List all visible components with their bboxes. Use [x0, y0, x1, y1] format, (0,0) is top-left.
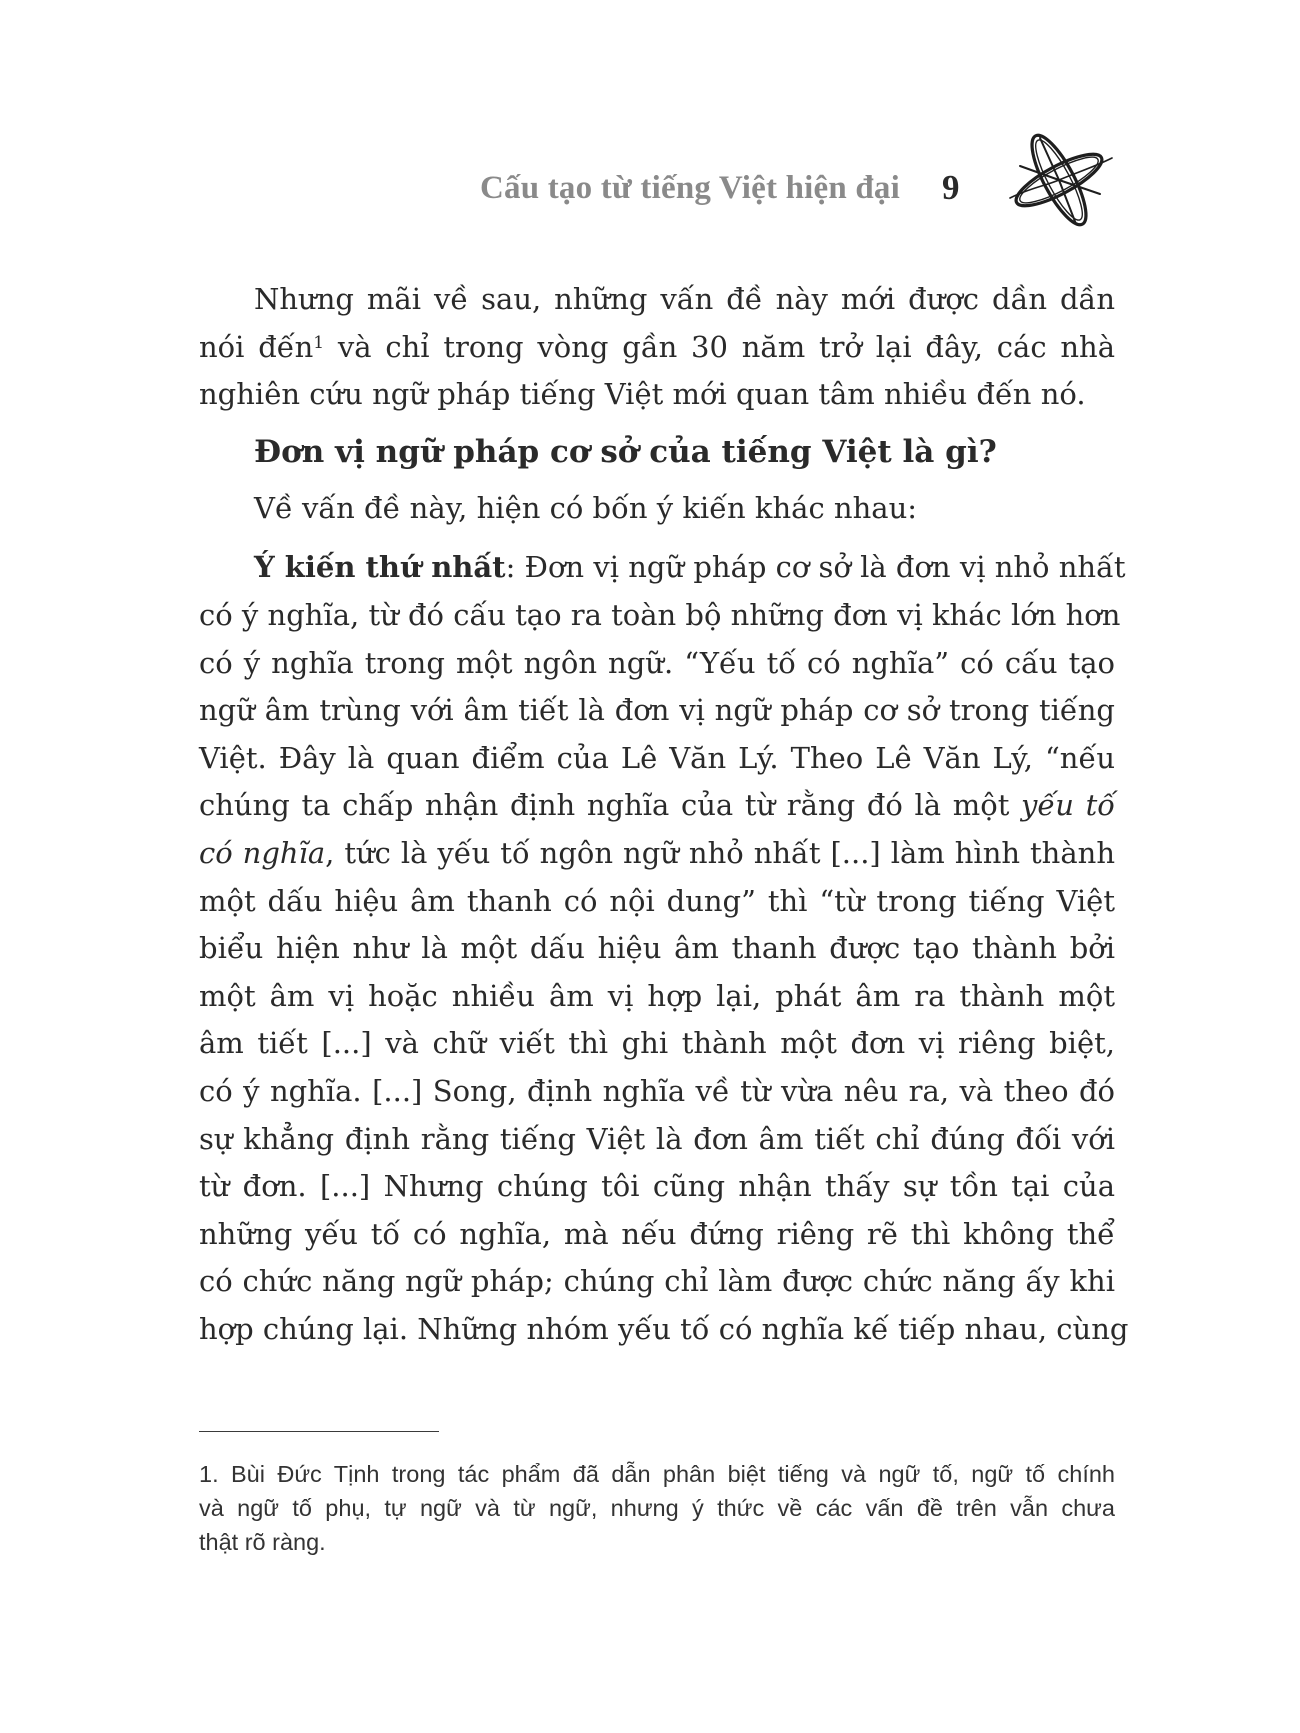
footnote: [199, 1457, 1115, 1559]
paragraph3-line16: có chức năng ngữ pháp; chúng chỉ làm được chức năng ấy khi: [199, 1264, 1115, 1299]
orbit-star-icon: [1000, 128, 1118, 232]
paragraph3-line4: ngữ âm trùng với âm tiết là đơn vị ngữ pháp cơ sở trong tiếng: [199, 693, 1115, 728]
paragraph3-line7: [199, 830, 1115, 878]
paragraph1-line2-text: nói đến: [199, 329, 314, 364]
paragraph3-line11: âm tiết [...] và chữ viết thì ghi thành một đơn vị riêng biệt,: [199, 1026, 1115, 1061]
paragraph3-line6: [199, 782, 1115, 830]
page-number: 9: [941, 168, 960, 207]
paragraph3-line9: biểu hiện như là một dấu hiệu âm thanh được tạo thành bởi: [199, 931, 1115, 966]
paragraph1-line1: Nhưng mãi về sau, những vấn đề này mới được dần dần: [254, 282, 1115, 316]
paragraph3-line2: có ý nghĩa, từ đó cấu tạo ra toàn bộ những đơn vị khác lớn hơn: [199, 597, 1121, 632]
body-text: [199, 276, 1129, 1353]
paragraph3-line14: từ đơn. [...] Nhưng chúng tôi cũng nhận thấy sự tồn tại của: [199, 1169, 1115, 1204]
paragraph1-line2: [199, 324, 1115, 372]
running-header: [480, 163, 959, 213]
paragraph3-line15: những yếu tố có nghĩa, mà nếu đứng riêng rẽ thì không thể: [199, 1216, 1115, 1251]
paragraph3-line13: sự khẳng định rằng tiếng Việt là đơn âm tiết chỉ đúng đối với: [199, 1121, 1115, 1156]
paragraph1-line2-rest: và chỉ trong vòng gần 30 năm trở lại đây, các nhà: [337, 329, 1115, 364]
footnote-divider: [199, 1431, 439, 1432]
paragraph3-line1: [199, 544, 1126, 592]
paragraph3-line3: có ý nghĩa trong một ngôn ngữ. “Yếu tố có nghĩa” có cấu tạo: [199, 645, 1115, 680]
paragraph2: Về vấn đề này, hiện có bốn ý kiến khác nhau:: [254, 490, 918, 525]
footnote-ref[interactable]: 1: [313, 332, 325, 353]
footnote-line2: và ngữ tố phụ, tự ngữ và từ ngữ, nhưng ý thức về các vấn đề trên vẫn chưa: [199, 1495, 1115, 1521]
paragraph3-line7-text: , tức là yếu tố ngôn ngữ nhỏ nhất [...] làm hình thành: [325, 835, 1115, 870]
paragraph3-line12: có ý nghĩa. [...] Song, định nghĩa về từ vừa nêu ra, và theo đó: [199, 1073, 1115, 1108]
paragraph3-line17: hợp chúng lại. Những nhóm yếu tố có nghĩa kế tiếp nhau, cùng: [199, 1311, 1129, 1346]
paragraph3-line10: một âm vị hoặc nhiều âm vị hợp lại, phát âm ra thành một: [199, 978, 1115, 1013]
section-heading: Đơn vị ngữ pháp cơ sở của tiếng Việt là gì?: [254, 433, 997, 470]
opinion-label: Ý kiến thứ nhất: [254, 550, 506, 585]
paragraph3-line5: Việt. Đây là quan điểm của Lê Văn Lý. Theo Lê Văn Lý, “nếu: [199, 740, 1115, 775]
footnote-line3: thật rõ ràng.: [199, 1529, 326, 1555]
running-header-title: Cấu tạo từ tiếng Việt hiện đại: [480, 169, 900, 206]
paragraph3-line7-italic: có nghĩa: [199, 835, 326, 870]
paragraph3-line8: một dấu hiệu âm thanh có nội dung” thì “từ trong tiếng Việt: [199, 883, 1115, 918]
paragraph3-lead-text: : Đơn vị ngữ pháp cơ sở là đơn vị nhỏ nhất: [505, 550, 1126, 585]
paragraph3-line6-text: chúng ta chấp nhận định nghĩa của từ rằng đó là một: [199, 788, 1022, 823]
footnote-line1: 1. Bùi Đức Tịnh trong tác phẩm đã dẫn phân biệt tiếng và ngữ tố, ngữ tố chính: [199, 1461, 1115, 1487]
paragraph1-line3: nghiên cứu ngữ pháp tiếng Việt mới quan tâm nhiều đến nó.: [199, 377, 1086, 412]
paragraph3-line6-italic: yếu tố: [1021, 788, 1115, 823]
